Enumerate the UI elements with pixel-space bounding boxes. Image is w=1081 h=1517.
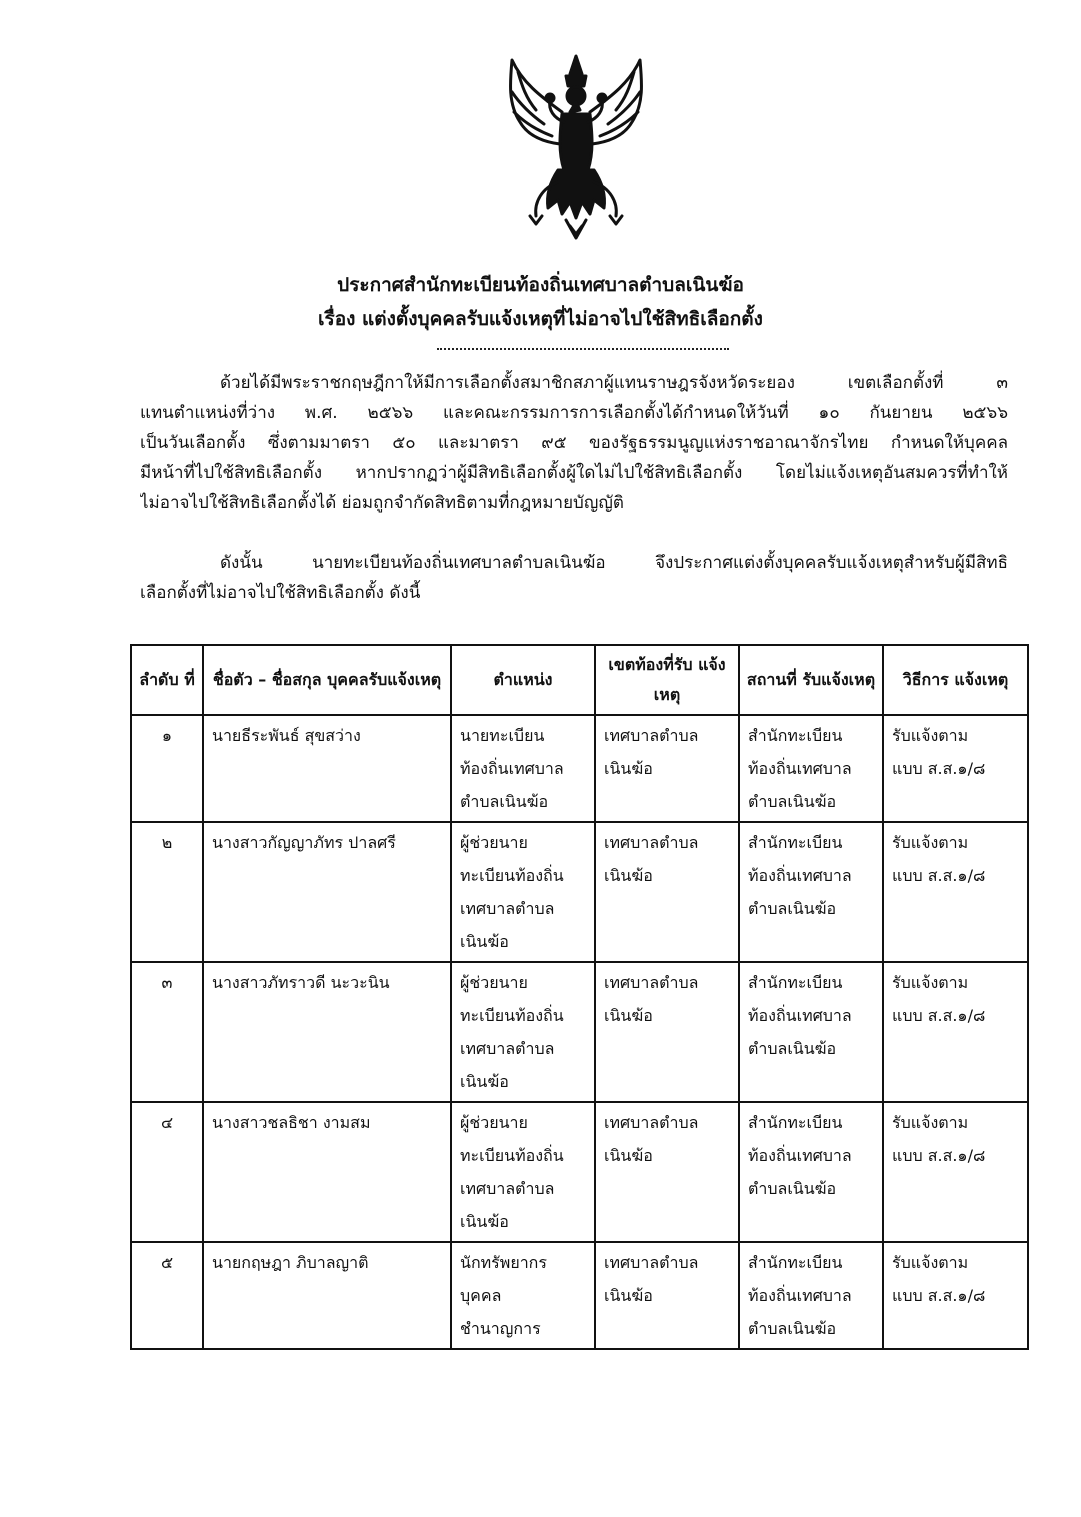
row-position: นักทรัพยากร บุคคล ชำนาญการ (451, 1242, 595, 1349)
row-name: นางสาวชลธิชา งามสม (203, 1102, 451, 1242)
row-method: รับแจ้งตาม แบบ ส.ส.๑/๘ (883, 822, 1028, 962)
row-number: ๓ (131, 962, 203, 1102)
row-name: นายธีระพันธ์ สุขสว่าง (203, 715, 451, 822)
row-number: ๕ (131, 1242, 203, 1349)
garuda-emblem-icon (500, 52, 652, 240)
appointee-table-wrapper (130, 644, 1027, 1350)
row-area: เทศบาลตำบล เนินฆ้อ (595, 715, 739, 822)
header-place: สถานที่ รับแจ้งเหตุ (739, 645, 883, 715)
table-header-row (131, 645, 1028, 715)
row-area: เทศบาลตำบล เนินฆ้อ (595, 822, 739, 962)
table-row (131, 1242, 1028, 1349)
paragraph-line: แทนตำแหน่งที่ว่าง พ.ศ. ๒๕๖๖ และคณะกรรมการการเลือกตั้งได้กำหนดให้วันที่ ๑๐ กันยายน ๒๕๖๖ (140, 403, 1008, 423)
paragraph-preamble (140, 368, 1008, 518)
row-number: ๑ (131, 715, 203, 822)
paragraph-line: ไม่อาจไปใช้สิทธิเลือกตั้งได้ ย่อมถูกจำกัดสิทธิตามที่กฎหมายบัญญัติ (140, 493, 624, 513)
paragraph-line: เป็นวันเลือกตั้ง ซึ่งตามมาตรา ๕๐ และมาตรา ๙๕ ของรัฐธรรมนูญแห่งราชอาณาจักรไทย กำหนดให้บุคคล (140, 433, 1008, 453)
row-place: สำนักทะเบียน ท้องถิ่นเทศบาล ตำบลเนินฆ้อ (739, 715, 883, 822)
appointee-table (130, 644, 1029, 1350)
row-name: นางสาวภัทราวดี นะวะนิน (203, 962, 451, 1102)
paragraph-line: ด้วยได้มีพระราชกฤษฎีกาให้มีการเลือกตั้งสมาชิกสภาผู้แทนราษฎรจังหวัดระยอง เขตเลือกตั้งที่ ๓ (220, 373, 1008, 393)
dotted-divider (437, 340, 729, 350)
table-row (131, 962, 1028, 1102)
row-position: นายทะเบียน ท้องถิ่นเทศบาล ตำบลเนินฆ้อ (451, 715, 595, 822)
paragraph-line: ดังนั้น นายทะเบียนท้องถิ่นเทศบาลตำบลเนินฆ้อ จึงประกาศแต่งตั้งบุคคลรับแจ้งเหตุสำหรับผู้มีสิทธิ (220, 553, 1008, 573)
row-number: ๔ (131, 1102, 203, 1242)
row-method: รับแจ้งตาม แบบ ส.ส.๑/๘ (883, 715, 1028, 822)
header-order: ลำดับ ที่ (131, 645, 203, 715)
row-place: สำนักทะเบียน ท้องถิ่นเทศบาล ตำบลเนินฆ้อ (739, 1242, 883, 1349)
row-method: รับแจ้งตาม แบบ ส.ส.๑/๘ (883, 1102, 1028, 1242)
row-method: รับแจ้งตาม แบบ ส.ส.๑/๘ (883, 962, 1028, 1102)
row-position: ผู้ช่วยนาย ทะเบียนท้องถิ่น เทศบาลตำบล เนินฆ้อ (451, 962, 595, 1102)
row-number: ๒ (131, 822, 203, 962)
header-method: วิธีการ แจ้งเหตุ (883, 645, 1028, 715)
table-row (131, 822, 1028, 962)
row-area: เทศบาลตำบล เนินฆ้อ (595, 1242, 739, 1349)
announcement-title: ประกาศสำนักทะเบียนท้องถิ่นเทศบาลตำบลเนินฆ้อ (337, 274, 744, 296)
table-row (131, 1102, 1028, 1242)
table-row (131, 715, 1028, 822)
row-position: ผู้ช่วยนาย ทะเบียนท้องถิ่น เทศบาลตำบล เนินฆ้อ (451, 1102, 595, 1242)
row-method: รับแจ้งตาม แบบ ส.ส.๑/๘ (883, 1242, 1028, 1349)
paragraph-line: มีหน้าที่ไปใช้สิทธิเลือกตั้ง หากปรากฏว่าผู้มีสิทธิเลือกตั้งผู้ใดไม่ไปใช้สิทธิเลือกตั้ง โดยไม่แจ้งเหตุอันสมควรที่ทำให้ (140, 463, 1008, 483)
paragraph-line: เลือกตั้งที่ไม่อาจไปใช้สิทธิเลือกตั้ง ดังนี้ (140, 583, 421, 603)
row-position: ผู้ช่วยนาย ทะเบียนท้องถิ่น เทศบาลตำบล เนินฆ้อ (451, 822, 595, 962)
header-area: เขตท้องที่รับ แจ้งเหตุ (595, 645, 739, 715)
paragraph-announcement (140, 548, 1008, 608)
row-name: นางสาวกัญญาภัทร ปาลศรี (203, 822, 451, 962)
row-name: นายกฤษฎา ภิบาลญาติ (203, 1242, 451, 1349)
row-place: สำนักทะเบียน ท้องถิ่นเทศบาล ตำบลเนินฆ้อ (739, 962, 883, 1102)
row-place: สำนักทะเบียน ท้องถิ่นเทศบาล ตำบลเนินฆ้อ (739, 1102, 883, 1242)
header-name: ชื่อตัว – ชื่อสกุล บุคคลรับแจ้งเหตุ (203, 645, 451, 715)
announcement-subject: เรื่อง แต่งตั้งบุคคลรับแจ้งเหตุที่ไม่อาจไปใช้สิทธิเลือกตั้ง (318, 308, 763, 330)
row-area: เทศบาลตำบล เนินฆ้อ (595, 962, 739, 1102)
header-position: ตำแหน่ง (451, 645, 595, 715)
row-place: สำนักทะเบียน ท้องถิ่นเทศบาล ตำบลเนินฆ้อ (739, 822, 883, 962)
row-area: เทศบาลตำบล เนินฆ้อ (595, 1102, 739, 1242)
